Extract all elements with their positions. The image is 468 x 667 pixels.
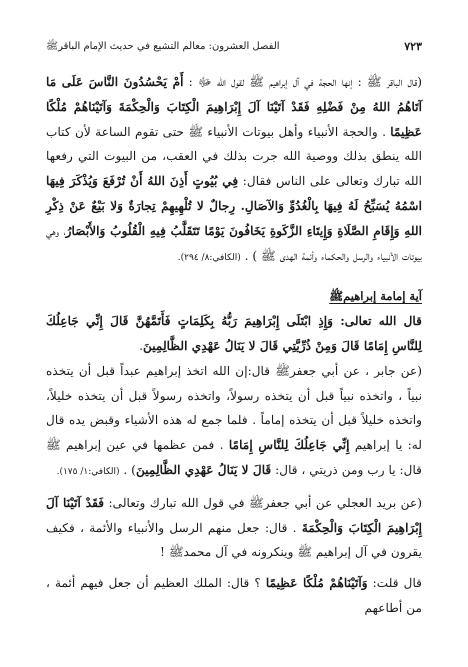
quran-verse: وَآتَيْنَاهُمْ مُلْكًا عَظِيمًا <box>265 576 368 591</box>
text-run: ؟ قال: الملك العظيم أن جعل فيهم أئمة ، من أطاعهم <box>46 576 422 615</box>
source-reference: (الكافي:١/ ١٧٥). <box>56 466 120 477</box>
text-run: قال الله تعالى: <box>333 314 422 329</box>
quran-verse: أَمْ يَحْسُدُونَ النَّاسَ عَلَى مَا آتَاهُمُ اللهُ مِنْ فَضْلِهِ فَقَدْ آتَيْنَا آلَ إِبْرَاهِيمَ الْكِتَابَ وَالْحِكْمَةَ وَآتَيْنَاهُمْ مُلْكًا عَظِيمًا <box>46 75 422 139</box>
text-run: ، وهي بيوتات الأنبياء والرسل والحكماء وأئمة الهدى ﷺ ) . <box>46 223 422 263</box>
running-title: الفصل العشرون: معالم التشيع في حديث الإمام الباقرﷺ <box>46 41 280 52</box>
text-run: قال قلت: <box>367 576 422 591</box>
quran-verse: فِي بُيُوتٍ أَذِنَ اللهُ أَنْ تُرْفَعَ وَيُذْكَرَ فِيهَا اسْمُهُ يُسَبِّحُ لَهُ فِيهَا بِالْغُدُوِّ وَالآصَالِ. رِجالٌ لا تُلْهِيهِمْ تِجارَةٌ وَلا بَيْعٌ عَنْ ذِكْرِ اللهِ وَإِقَامِ الصَّلَاةِ وَإِيتَاءِ الزَّكَوةِ يَخَافُونَ يَوْمًا تَتَقَلَّبُ فِيهِ الْقُلُوبُ وَالأَبْصَارُ <box>46 174 422 238</box>
text-run: . <box>139 338 143 353</box>
text-run: (عن بريد العجلي عن أبي جعفرﷺ في قول الله تبارك وتعالى: <box>104 495 422 510</box>
text-run: (قال الباقر ﷺ : إنها الحجة في آل إبراهيم ﷺ لقول الله ﷻ : <box>183 75 422 89</box>
page-body <box>46 70 422 621</box>
section-heading: آية إمامة إبراهيمﷺ <box>329 289 422 304</box>
paragraph <box>46 309 422 359</box>
quran-verse: قَالَ لا يَنَالُ عَهْدِي الظَّالِمِينَ <box>135 462 272 477</box>
paragraph <box>46 491 422 565</box>
text-run: . والحجة الأنبياء وأهل بيوتات الأنبياء ﷺ حتى تقوم الساعة لأن كتاب الله ينطق بذلك ووصية الله جرت بذلك في العقب، من البيوت التي رفعها الله تبارك وتعالى على الناس فقال: <box>46 124 422 189</box>
paragraph <box>46 70 422 270</box>
page-header <box>46 38 422 56</box>
quran-verse: فَقَدْ آتَيْنَا آلَ إِبْرَاهِيمَ الْكِتَابَ وَالْحِكْمَةَ <box>46 495 422 535</box>
paragraph <box>46 571 422 621</box>
text-run: . قال: جعل منهم الرسل والأنبياء والأئمة ، فكيف يقرون في آل إبراهيم ﷺ وينكرونه في آل محمدﷺ ! <box>46 520 422 560</box>
quran-verse: وَإِذِ ابْتَلَى إِبْرَاهِيمَ رَبُّهُ بِكَلِمَاتٍ فَأَتَمَّهُنَّ قَالَ إِنِّي جَاعِلُكَ لِلنَّاسِ إِمَامًا قَالَ وَمِنْ ذُرِّيَّتِي قَالَ لا يَنَالُ عَهْدِي الظَّالِمِينَ <box>46 314 422 353</box>
text-run: (عن جابر ، عن أبي جعفرﷺ قال:إن الله اتخذ إبراهيم عبداً قبل أن يتخذه نبياً ، واتخذه نبياً قبل أن يتخذه رسولاً، واتخذه رسولاً قبل أن يتخذه خليلاً، واتخذه خليلاً قبل أن يتخذه إماماً . فلما جمع له هذه الأشياء وقبض يده قال له: يا إبراهيم <box>46 363 422 453</box>
page-number: ٧٢٣ <box>404 40 422 53</box>
text-run: ) . <box>119 462 136 477</box>
text-run: . فمن عظمها في عين إبراهيم ﷺ قال: يا رب ومن ذريتي ، قال: <box>46 438 422 477</box>
paragraph <box>46 359 422 485</box>
quran-verse: إِنِّي جَاعِلُكَ لِلنَّاسِ إِمَامًا <box>228 438 350 453</box>
source-reference: (الكافي:٨/ ٢٩٤). <box>177 252 241 263</box>
